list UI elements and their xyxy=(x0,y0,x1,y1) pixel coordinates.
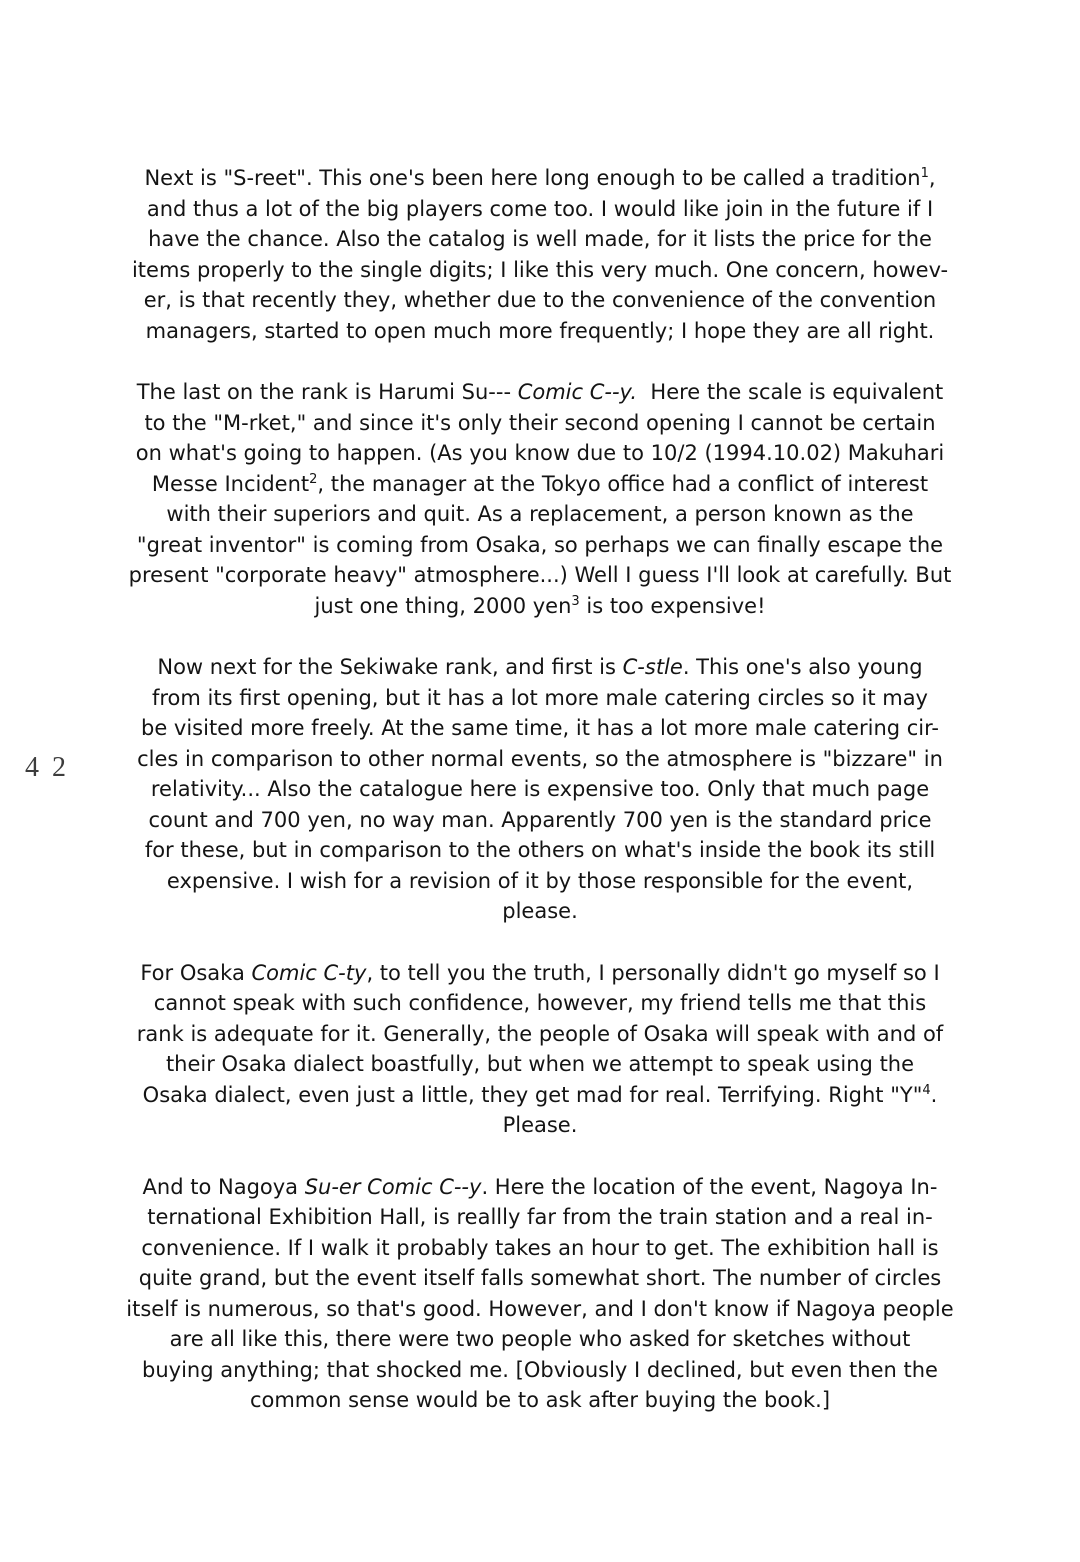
paragraph xyxy=(75,652,1005,927)
text-line: just one thing, 2000 yen$^3$ is too expensive! xyxy=(314,593,766,618)
paragraph xyxy=(75,1172,1005,1416)
footnote-marker: 3 xyxy=(571,593,580,609)
text-line: managers, started to open much more frequently; I hope they are all right. xyxy=(145,318,935,343)
text-line: please. xyxy=(502,899,578,923)
paragraph xyxy=(75,163,1005,346)
text-line: have the chance. Also the catalog is well made, for it lists the price for the xyxy=(148,227,932,251)
text-line: present "corporate heavy" atmosphere...) Well I guess I'll look at carefully. But xyxy=(128,563,952,587)
text-line: are all like this, there were two people who asked for sketches without xyxy=(169,1327,911,1351)
text-line: "great inventor" is coming from Osaka, so perhaps we can finally escape the xyxy=(136,532,944,557)
text-line: count and 700 yen, no way man. Apparently 700 yen is the standard price xyxy=(148,807,932,832)
paragraph xyxy=(75,958,1005,1141)
text-line: to the "M-rket," and since it's only their second opening I cannot be certain xyxy=(144,410,936,435)
text-line: rank is adequate for it. Generally, the people of Osaka will speak with and of xyxy=(136,1021,944,1046)
text-line: Messe Incident$^2$, the manager at the Tokyo office had a conflict of interest xyxy=(151,471,929,496)
footnote-marker: 2 xyxy=(309,471,318,487)
text-line: For Osaka Comic C-ty, to tell you the truth, I personally didn't go myself so I xyxy=(140,960,940,985)
footnote-marker: 4 xyxy=(922,1082,931,1098)
text-line: cannot speak with such confidence, however, my friend tells me that this xyxy=(153,991,927,1015)
text-line: itself is numerous, so that's good. However, and I don't know if Nagoya people xyxy=(126,1296,954,1321)
text-line: Osaka dialect, even just a little, they get mad for real. Terrifying. Right "Y"$^4$. xyxy=(142,1082,938,1107)
text-line: buying anything; that shocked me. [Obviously I declined, but even then the xyxy=(142,1357,938,1382)
text-line: relativity... Also the catalogue here is expensive too. Only that much page xyxy=(150,777,930,801)
text-line: common sense would be to ask after buying the book.] xyxy=(249,1388,831,1412)
text-line: convenience. If I walk it probably takes an hour to get. The exhibition hall is xyxy=(141,1235,939,1260)
text-line: be visited more freely. At the same time, it has a lot more male catering cir- xyxy=(140,716,940,740)
paragraph xyxy=(75,377,1005,621)
footnote-marker: 1 xyxy=(920,166,929,181)
text-line: Now next for the Sekiwake rank, and first is C-stle. This one's also young xyxy=(157,655,923,679)
text-line: ternational Exhibition Hall, is reallly far from the train station and a real in- xyxy=(147,1205,933,1229)
text-line: with their superiors and quit. As a replacement, a person known as the xyxy=(166,502,914,526)
text-line: Please. xyxy=(502,1113,578,1137)
text-line: And to Nagoya Su-er Comic C--y. Here the location of the event, Nagoya In- xyxy=(142,1174,938,1199)
text-line: cles in comparison to other normal events, so the atmosphere is "bizzare" in xyxy=(137,746,943,771)
page-number: 4 2 xyxy=(25,752,69,783)
text-line: for these, but in comparison to the others on what's inside the book its still xyxy=(144,838,936,862)
text-line: their Osaka dialect boastfully, but when we attempt to speak using the xyxy=(165,1052,915,1076)
text-line: er, is that recently they, whether due to the convenience of the convention xyxy=(143,288,937,312)
text-line: Next is "S-reet". This one's been here long enough to be called a tradition$^1$, xyxy=(144,166,936,190)
text-line: The last on the rank is Harumi Su--- Comic C--y. Here the scale is equivalent xyxy=(136,380,944,404)
text-line: expensive. I wish for a revision of it by those responsible for the event, xyxy=(166,868,914,893)
text-line: and thus a lot of the big players come too. I would like join in the future if I xyxy=(146,196,934,221)
text-line: from its first opening, but it has a lot more male catering circles so it may xyxy=(151,685,928,710)
text-line: on what's going to happen. (As you know due to 10/2 (1994.10.02) Makuhari xyxy=(135,441,945,465)
text-line: items properly to the single digits; I like this very much. One concern, howev- xyxy=(131,257,949,282)
essay-text xyxy=(75,163,1005,1416)
text-line: quite grand, but the event itself falls somewhat short. The number of circles xyxy=(138,1266,942,1290)
